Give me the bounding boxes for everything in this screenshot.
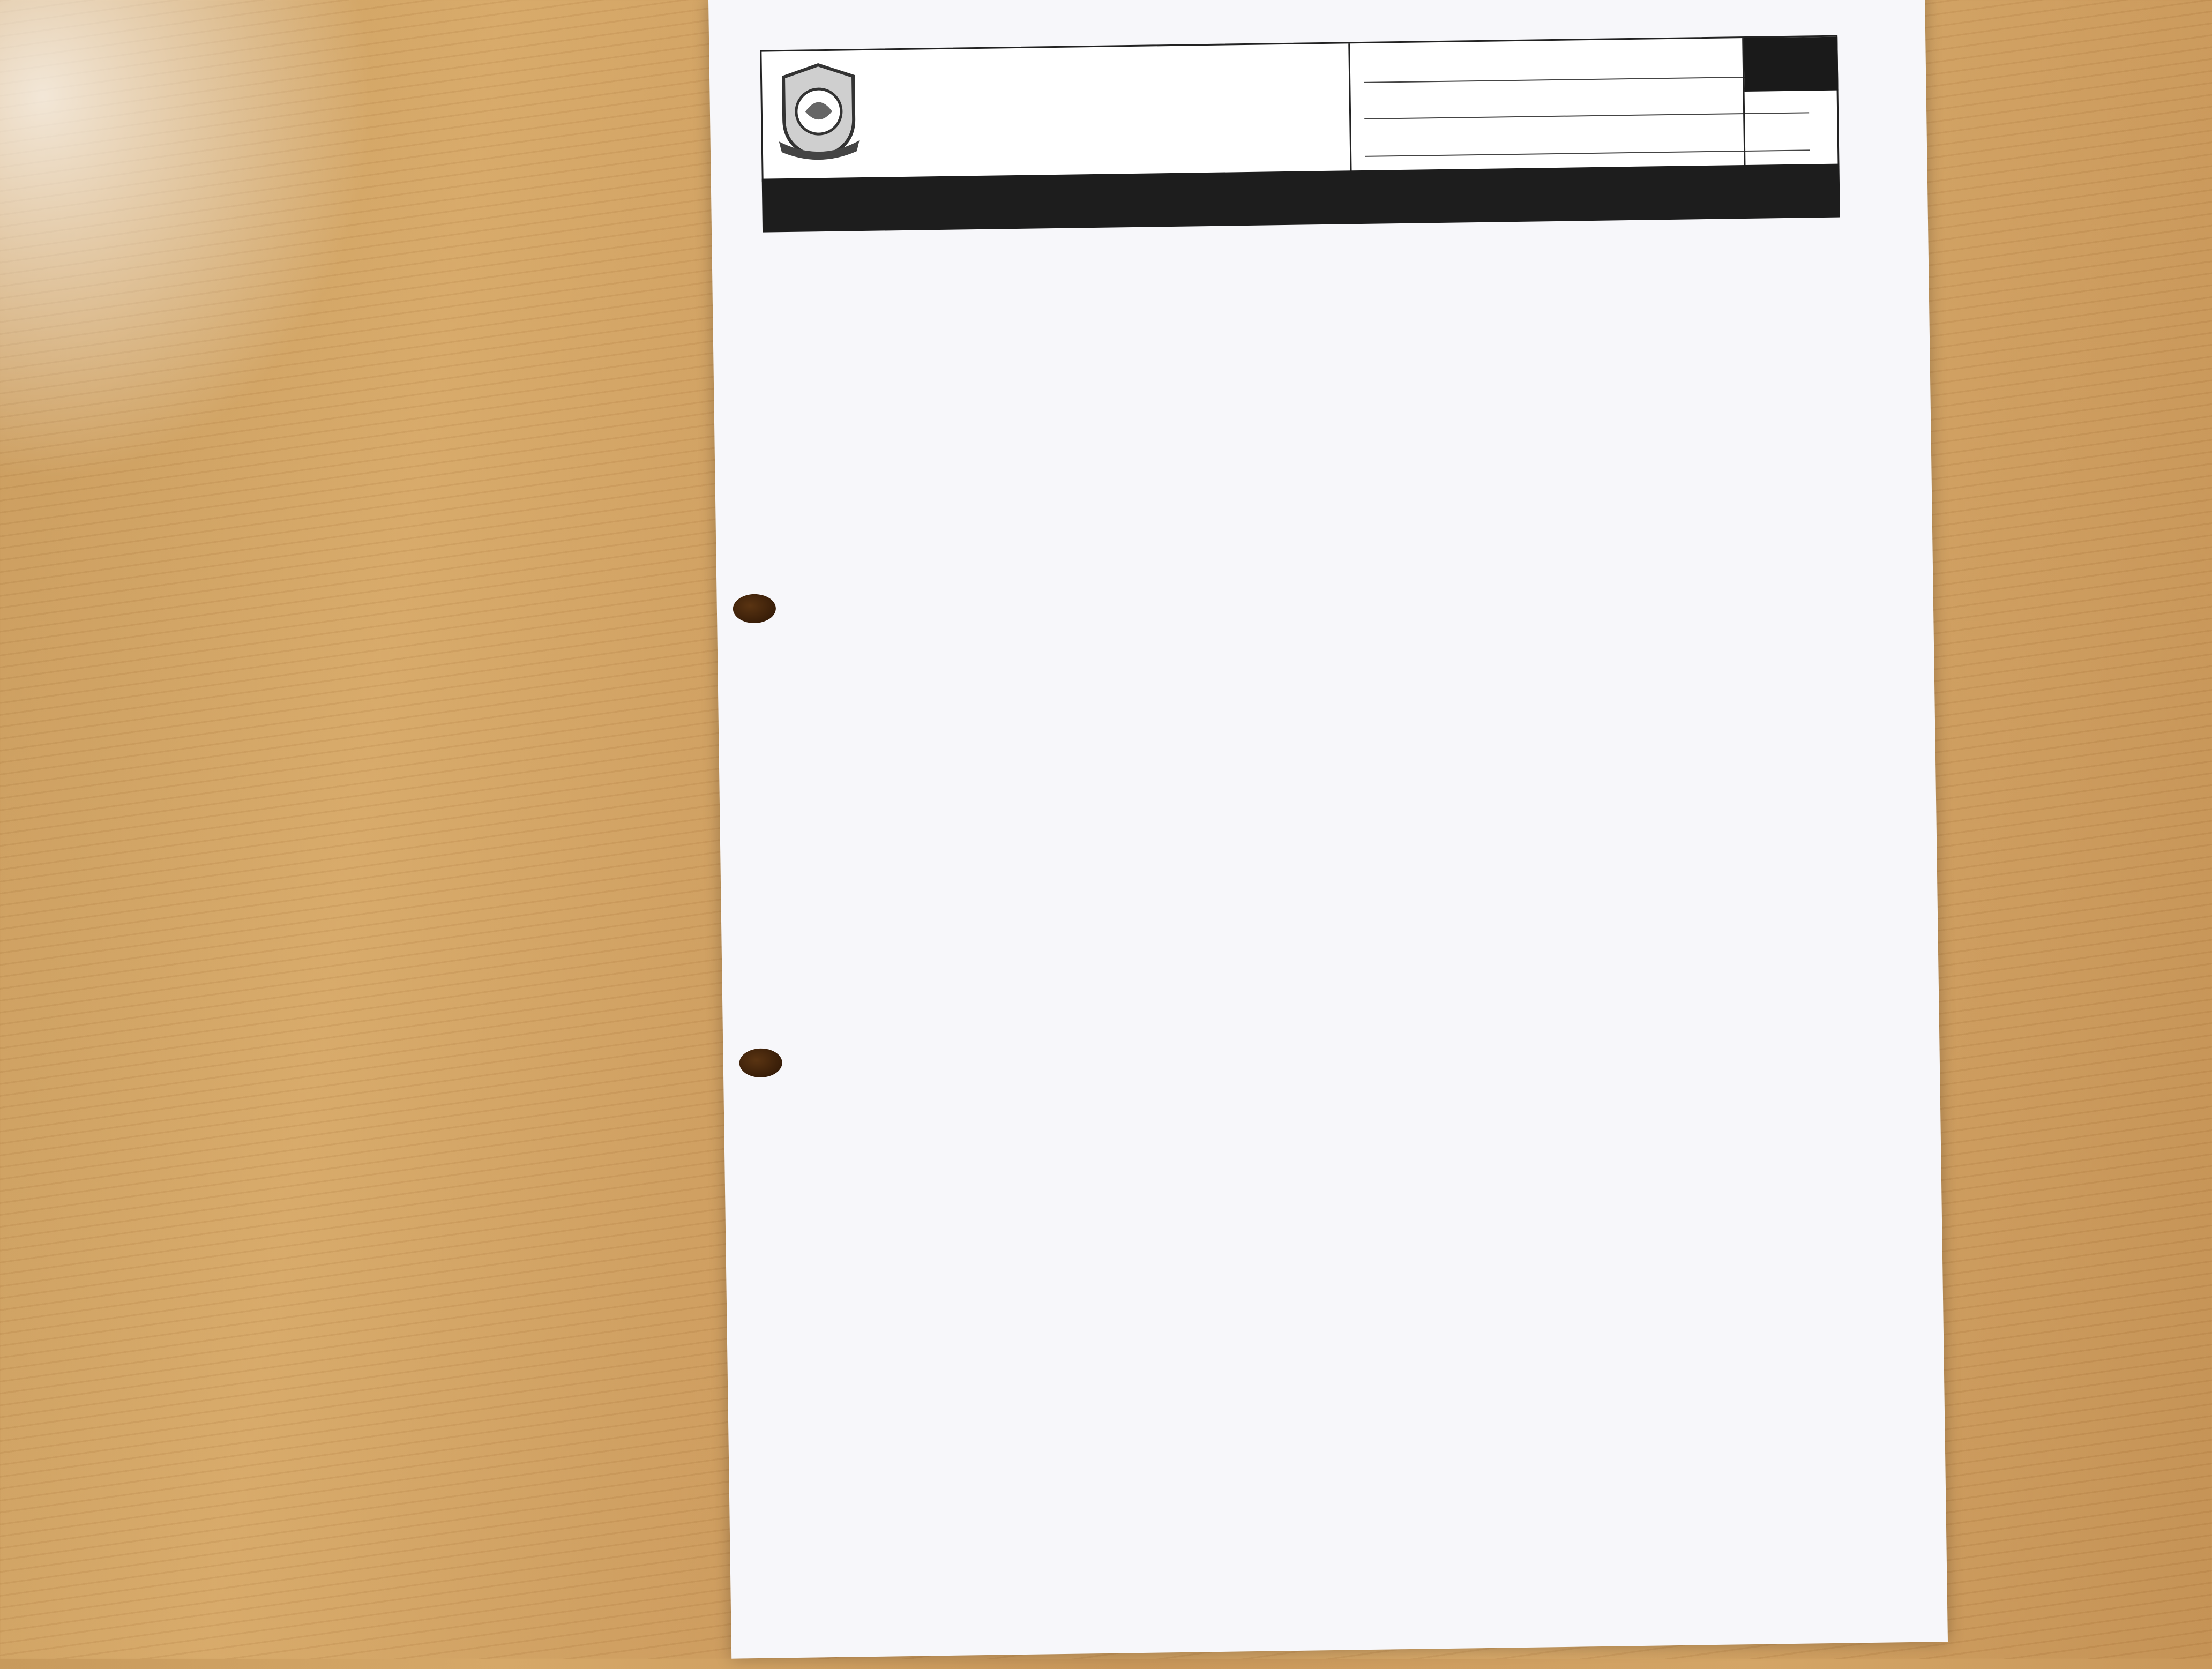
form-header: [760, 35, 1839, 182]
hospital-phone: [878, 121, 1264, 126]
monitoring-form: [708, 0, 1948, 1659]
name-underline: [1364, 112, 1809, 119]
light-glare: [0, 0, 375, 482]
form-grid: [763, 217, 1875, 1668]
rm-underline: [1364, 76, 1809, 83]
hospital-email: [878, 137, 1264, 143]
hospital-region: [878, 153, 1264, 159]
form-code: [1742, 37, 1839, 167]
form-code-top: [1744, 37, 1838, 92]
hospital-logo-icon: [773, 60, 865, 163]
dob-underline: [1365, 149, 1810, 157]
hospital-address: [878, 105, 1264, 110]
